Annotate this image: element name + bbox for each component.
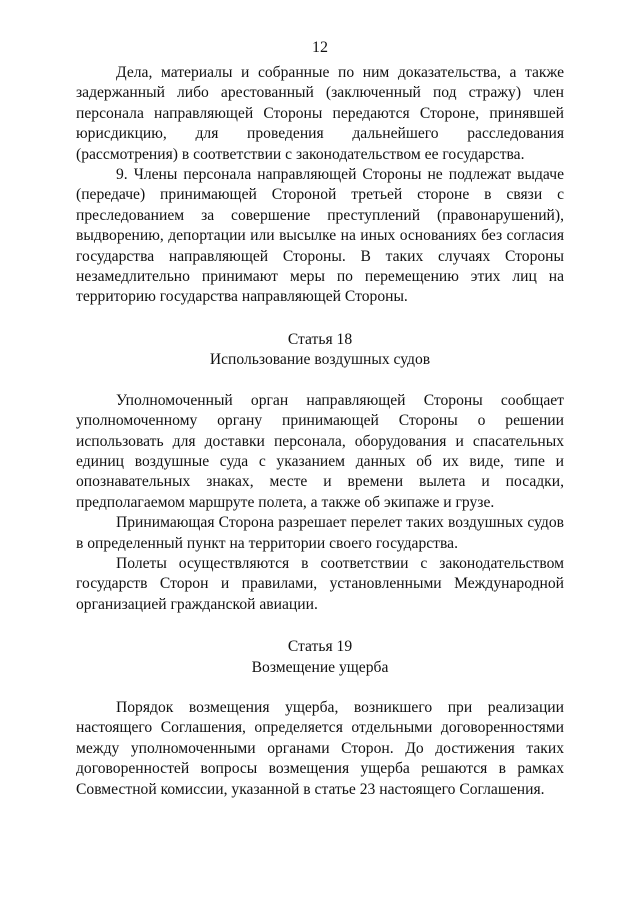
article-18-title: Использование воздушных судов bbox=[209, 351, 431, 369]
paragraph-case-transfer: Дела, материалы и собранные по ним доказательства, а также задержанный либо арестованный (заключенный под стражу) член персонала направляющей Стороны передаются Стороне, принявшей юрисдикцию, для проведения дальнейшего расследования (рассмотрения) в соответствии с законодательством ее государства. bbox=[76, 64, 564, 163]
article-19-number: Статья 19 bbox=[287, 638, 353, 656]
article-19-title: Возмещение ущерба bbox=[251, 658, 389, 676]
page-number: 12 bbox=[312, 39, 328, 56]
article-18-paragraph-2: Принимающая Сторона разрешает перелет таких воздушных судов в определенный пункт на территории своего государства. bbox=[76, 514, 564, 552]
document-body bbox=[76, 63, 564, 800]
article-19-paragraph-1: Порядок возмещения ущерба, возникшего при реализации настоящего Соглашения, определяется отдельными договоренностями между уполномоченными органами Сторон. До достижения таких договоренностей вопросы возмещения ущерба решаются в рамках Совместной комиссии, указанной в статье 23 настоящего Соглашения. bbox=[76, 698, 564, 798]
article-18-paragraph-1: Уполномоченный орган направляющей Стороны сообщает уполномоченному органу принимающей Стороны о решении использовать для доставки персонала, оборудования и спасательных единиц воздушные суда с указанием данных об их виде, типе и опознавательных знаках, месте и времени вылета и посадки, предполагаемом маршруте полета, а также об экипаже и грузе. bbox=[76, 391, 564, 511]
paragraph-9-extradition: 9. Члены персонала направляющей Стороны не подлежат выдаче (передаче) принимающей Стороной третьей стороне в связи с преследованием за совершение преступлений (правонарушений), выдворению, депортации или высылке на иных основаниях без согласия государства направляющей Стороны. В таких случаях Стороны незамедлительно принимают меры по перемещению этих лиц на территорию государства направляющей Стороны. bbox=[76, 166, 564, 306]
article-19-heading bbox=[76, 637, 564, 678]
article-18-number: Статья 18 bbox=[287, 330, 353, 348]
article-18-heading bbox=[76, 330, 564, 371]
article-18-paragraph-3: Полеты осуществляются в соответствии с законодательством государств Сторон и правилами, установленными Международной организацией гражданской авиации. bbox=[76, 554, 564, 613]
